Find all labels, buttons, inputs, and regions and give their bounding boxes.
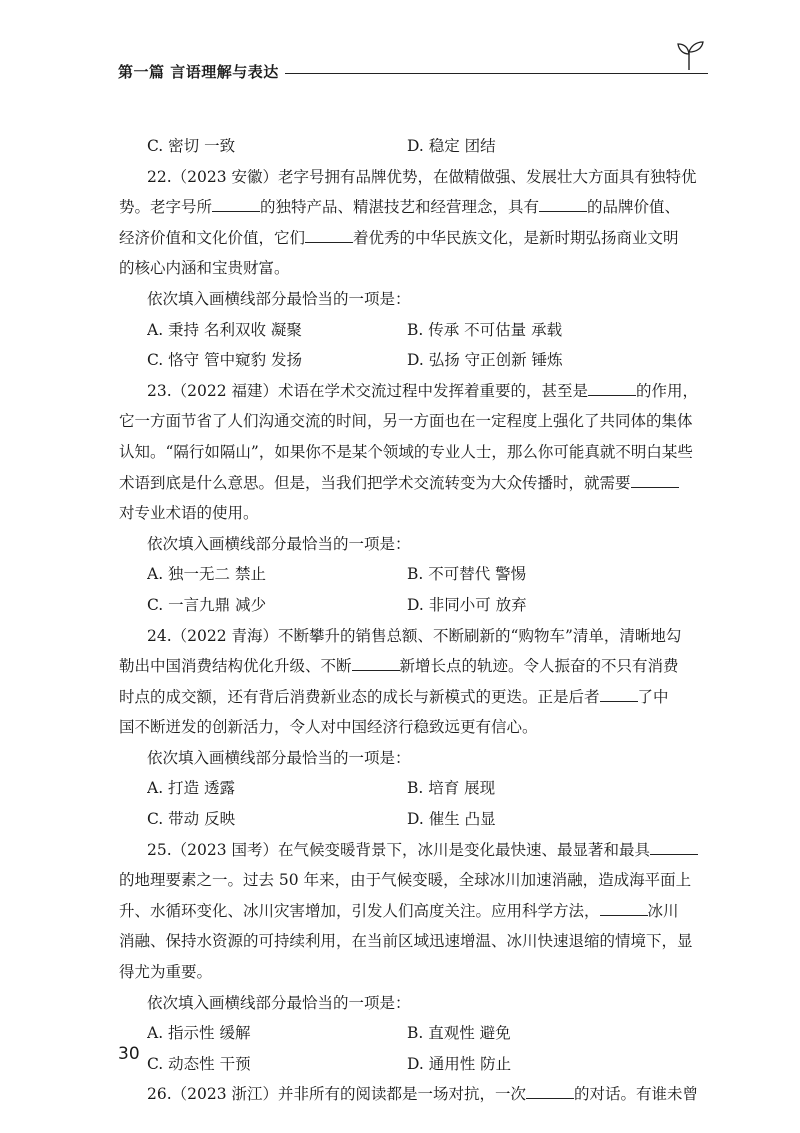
option-d: D. 通用性 防止 xyxy=(407,1054,512,1073)
q22-text-line: 22.（2023 安徽）老字号拥有品牌优势，在做精做强、发展壮大方面具有独特优 xyxy=(147,167,697,186)
q24-text-line: 勒出中国消费结构优化升级、不断 新增长点的轨迹。令人振奋的不只有消费 xyxy=(119,657,679,676)
fill-blank xyxy=(352,656,400,671)
option-b: B. 不可替代 警惕 xyxy=(407,565,527,584)
q25-text-line: 升、水循环变化、冰川灾害增加，引发人们高度关注。应用科学方法， 冰川 xyxy=(119,901,679,920)
option-d: D. 催生 凸显 xyxy=(407,810,496,829)
q23-text-line: 对专业术语的使用。 xyxy=(119,504,259,523)
option-b: B. 传承 不可估量 承载 xyxy=(407,320,563,339)
option-a: A. 独一无二 禁止 xyxy=(147,565,266,584)
option-b: B. 培育 展现 xyxy=(407,779,496,798)
running-header xyxy=(118,58,708,84)
fill-blank xyxy=(212,197,260,212)
option-b: B. 直观性 避免 xyxy=(407,1024,511,1043)
option-d: D. 非同小可 放弃 xyxy=(407,595,527,614)
option-a: A. 秉持 名利双收 凝聚 xyxy=(147,320,302,339)
q22-text-line: 经济价值和文化价值，它们 着优秀的中华民族文化，是新时期弘扬商业文明 xyxy=(119,228,679,247)
q25-text-line: 的地理要素之一。过去 50 年来，由于气候变暖，全球冰川加速消融，造成海平面上 xyxy=(119,871,692,890)
sprout-icon xyxy=(672,38,706,72)
q25-options-row2 xyxy=(147,1049,703,1080)
option-d: D. 弘扬 守正创新 锤炼 xyxy=(407,351,563,370)
fill-blank xyxy=(600,901,648,916)
q25-text-line: 消融、保持水资源的可持续利用，在当前区域迅速增温、冰川快速退缩的情境下，显 xyxy=(119,932,693,951)
q25-text-line: 得尤为重要。 xyxy=(119,963,213,982)
q24-text-line: 时点的成交额，还有背后消费新业态的成长与新模式的更迭。正是后者 了中 xyxy=(119,687,669,706)
q22-options-row2 xyxy=(147,345,703,376)
page-number: 30 xyxy=(118,1044,140,1064)
q23-options-row2 xyxy=(147,590,703,621)
q26-text-line: 26.（2023 浙江）并非所有的阅读都是一场对抗，一次 的对话。有谁未曾 xyxy=(147,1085,699,1104)
q24-text-line: 24.（2022 青海）不断攀升的销售总额、不断刷新的“购物车”清单，清晰地勾 xyxy=(147,626,682,645)
q22-options-row1 xyxy=(147,315,703,346)
q22-text-line: 的核心内涵和宝贵财富。 xyxy=(119,259,290,278)
q24-options-row1 xyxy=(147,773,703,804)
option-a: A. 打造 透露 xyxy=(147,779,235,798)
section-title: 第一篇 言语理解与表达 xyxy=(118,62,279,81)
q25-text-line: 25.（2023 国考）在气候变暖背景下，冰川是变化最快速、最显著和最具 xyxy=(147,835,703,866)
q23-text-line: 认知。“隔行如隔山”，如果你不是某个领域的专业人士，那么你可能真就不明白某些 xyxy=(119,442,693,461)
option-c: C. 一言九鼎 减少 xyxy=(147,595,267,614)
fill-blank xyxy=(539,197,587,212)
fill-blank xyxy=(631,473,679,488)
q24-text-line: 国不断迸发的创新活力，令人对中国经济行稳致远更有信心。 xyxy=(119,718,538,737)
q25-prompt: 依次填入画横线部分最恰当的一项是： xyxy=(147,993,411,1012)
q24-options-row2 xyxy=(147,804,703,835)
option-d: D. 稳定 团结 xyxy=(407,137,496,155)
fill-blank xyxy=(526,1084,574,1099)
option-c: C. 动态性 干预 xyxy=(147,1054,251,1073)
q23-options-row1 xyxy=(147,559,703,590)
q22-text-line: 势。老字号所 的独特产品、精湛技艺和经营理念，具有 的品牌价值、 xyxy=(119,198,681,217)
q22-prompt: 依次填入画横线部分最恰当的一项是： xyxy=(147,289,411,308)
q23-text-line: 23.（2022 福建）术语在学术交流过程中发挥着重要的，甚至是 的作用， xyxy=(147,381,699,400)
fill-blank xyxy=(588,381,636,396)
option-c: C. 恪守 管中窥豹 发扬 xyxy=(147,351,303,370)
q23-text-line: 术语到底是什么意思。但是，当我们把学术交流转变为大众传播时，就需要 xyxy=(119,468,703,499)
q24-prompt: 依次填入画横线部分最恰当的一项是： xyxy=(147,748,411,767)
option-c: C. 密切 一致 xyxy=(147,137,236,155)
option-c: C. 带动 反映 xyxy=(147,810,236,829)
option-a: A. 指示性 缓解 xyxy=(147,1024,251,1043)
q23-text-line: 它一方面节省了人们沟通交流的时间，另一方面也在一定程度上强化了共同体的集体 xyxy=(119,412,693,431)
header-rule xyxy=(285,73,708,74)
fill-blank xyxy=(600,687,638,702)
fill-blank xyxy=(650,840,698,855)
fill-blank xyxy=(305,228,353,243)
q23-prompt: 依次填入画横线部分最恰当的一项是： xyxy=(147,534,411,553)
q25-options-row1 xyxy=(147,1018,703,1049)
q21-options-row2 xyxy=(147,131,703,162)
